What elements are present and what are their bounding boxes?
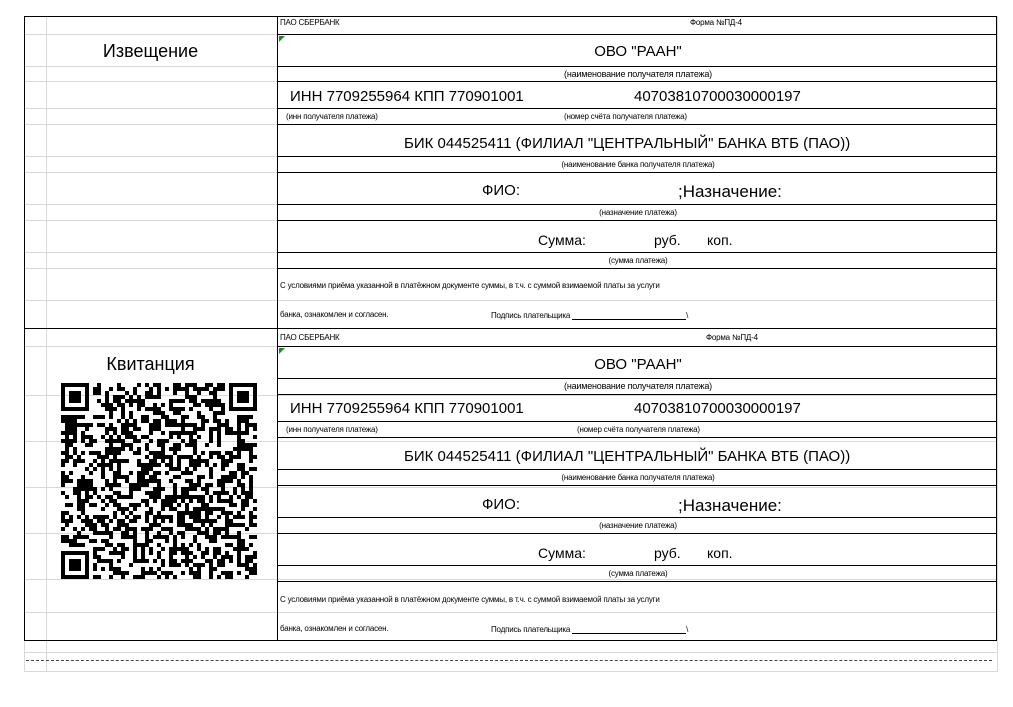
row-divider: [278, 81, 997, 82]
recipient-caption: (наименование получателя платежа): [564, 69, 712, 79]
terms-line-1: С условиями приёма указанной в платёжном документе суммы, в т.ч. с суммой взимаемой платы за услуги: [280, 595, 660, 604]
row-divider: [278, 437, 997, 438]
signature-line[interactable]: [572, 310, 689, 320]
signature-field: [491, 624, 751, 634]
grid-line: [24, 652, 998, 653]
section-divider: [24, 328, 997, 329]
account-caption: (номер счёта получателя платежа): [564, 112, 687, 121]
row-divider: [278, 34, 997, 35]
form-number: Форма №ПД-4: [690, 18, 742, 27]
qr-code-icon: [61, 383, 257, 579]
row-divider: [278, 66, 997, 67]
recipient-caption: (наименование получателя платежа): [564, 381, 712, 391]
row-divider: [278, 268, 997, 269]
sum-label: Сумма:: [538, 232, 586, 248]
purpose-caption: (назначение платежа): [599, 521, 677, 530]
row-divider: [278, 124, 997, 125]
row-divider: [278, 581, 997, 582]
row-divider: [278, 394, 997, 395]
fio-label: ФИО:: [482, 496, 521, 513]
signature-end: \: [686, 625, 689, 634]
purpose-label: ;Назначение:: [678, 182, 782, 201]
rub-label: руб.: [654, 232, 681, 248]
bank-name: БИК 044525411 (ФИЛИАЛ "ЦЕНТРАЛЬНЫЙ" БАНКА ВТБ (ПАО)): [404, 448, 851, 465]
row-divider: [278, 517, 997, 518]
notice-title: Извещение: [102, 41, 199, 61]
grid-line: [997, 16, 998, 671]
sum-label: Сумма:: [538, 545, 586, 561]
row-divider: [278, 533, 997, 534]
bank-caption: (наименование банка получателя платежа): [561, 473, 715, 482]
purpose-label: ;Назначение:: [678, 496, 782, 515]
signature-end: \: [686, 311, 689, 320]
account-number: 40703810700030000197: [634, 400, 801, 417]
row-divider: [278, 346, 997, 347]
cell-marker-icon: [279, 36, 285, 42]
row-divider: [278, 378, 997, 379]
row-divider: [278, 220, 997, 221]
cut-line: [26, 660, 992, 661]
inn-caption: (инн получателя платежа): [286, 112, 378, 121]
cell-marker-icon: [279, 348, 285, 354]
bank-caption: (наименование банка получателя платежа): [561, 160, 715, 169]
recipient-name: ОВО "РААН": [594, 43, 682, 60]
sum-caption: (сумма платежа): [608, 256, 668, 265]
inn-kpp: ИНН 7709255964 КПП 770901001: [290, 400, 524, 417]
form-number: Форма №ПД-4: [706, 333, 758, 342]
row-divider: [278, 565, 997, 566]
account-number: 40703810700030000197: [634, 88, 801, 105]
kop-label: коп.: [707, 232, 733, 248]
signature-label: Подпись плательщика: [491, 625, 571, 634]
inn-caption: (инн получателя платежа): [286, 425, 378, 434]
account-caption: (номер счёта получателя платежа): [577, 425, 700, 434]
row-divider: [278, 108, 997, 109]
grid-line: [24, 671, 998, 672]
row-divider: [278, 204, 997, 205]
row-divider: [278, 485, 997, 486]
bank-header: ПАО СБЕРБАНК: [280, 333, 340, 342]
signature-label: Подпись плательщика: [491, 311, 571, 320]
row-divider: [278, 469, 997, 470]
signature-line[interactable]: [572, 624, 689, 634]
row-divider: [278, 156, 997, 157]
kop-label: коп.: [707, 545, 733, 561]
column-divider: [277, 16, 278, 641]
bank-name: БИК 044525411 (ФИЛИАЛ "ЦЕНТРАЛЬНЫЙ" БАНКА ВТБ (ПАО)): [404, 135, 851, 152]
signature-field: [491, 310, 751, 320]
sum-caption: (сумма платежа): [608, 569, 668, 578]
inn-kpp: ИНН 7709255964 КПП 770901001: [290, 88, 524, 105]
terms-line-1: С условиями приёма указанной в платёжном документе суммы, в т.ч. с суммой взимаемой платы за услуги: [280, 281, 660, 290]
terms-line-2: банка, ознакомлен и согласен.: [280, 310, 389, 319]
row-divider: [278, 252, 997, 253]
recipient-name: ОВО "РААН": [594, 356, 682, 373]
fio-label: ФИО:: [482, 182, 521, 199]
receipt-title: Квитанция: [106, 354, 195, 374]
bank-header: ПАО СБЕРБАНК: [280, 18, 340, 27]
row-divider: [278, 172, 997, 173]
terms-line-2: банка, ознакомлен и согласен.: [280, 624, 389, 633]
row-divider: [278, 421, 997, 422]
rub-label: руб.: [654, 545, 681, 561]
purpose-caption: (назначение платежа): [599, 208, 677, 217]
